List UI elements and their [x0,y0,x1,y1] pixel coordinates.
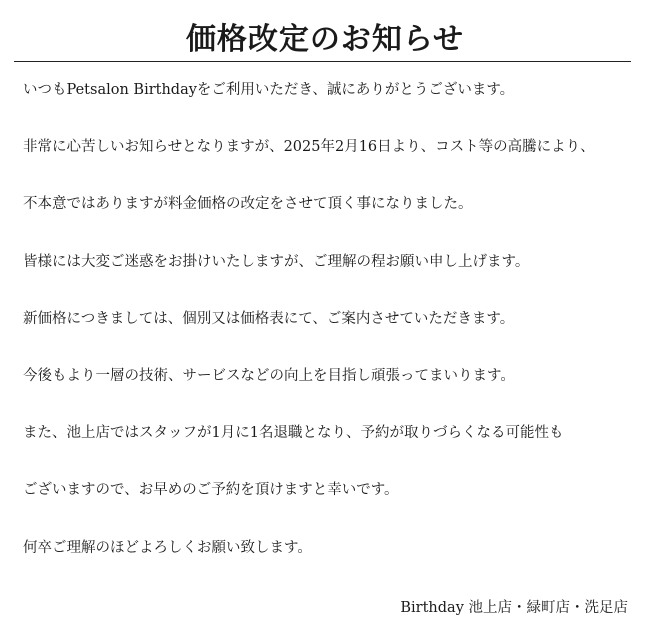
notice-body [23,78,643,593]
store-signature: Birthday 池上店・緑町店・洗足店 [400,600,628,616]
notice-line: 新価格につきましては、個別又は価格表にて、ご案内させていただきます。 [23,310,515,327]
notice-line: 不本意ではありますが料金価格の改定をさせて頂く事になりました。 [23,196,473,213]
notice-line: 何卒ご理解のほどよろしくお願い致します。 [23,539,312,556]
notice-line: 非常に心苦しいお知らせとなりますが、2025年2月16日より、コスト等の高騰により、 [23,139,595,156]
notice-line: ございますので、お早めのご予約を頂けますと幸いです。 [23,482,399,499]
notice-line: 皆様には大変ご迷惑をお掛けいたしますが、ご理解の程お願い申し上げます。 [23,253,530,270]
notice-title: 価格改定のお知らせ [185,22,465,57]
notice-line: また、池上店ではスタッフが1月に1名退職となり、予約が取りづらくなる可能性も [23,425,564,442]
notice-line: いつもPetsalon Birthdayをご利用いただき、誠にありがとうございます。 [23,82,515,98]
notice-line: 今後もより一層の技術、サービスなどの向上を目指し頑張ってまいります。 [23,367,515,384]
title-divider [14,61,631,62]
